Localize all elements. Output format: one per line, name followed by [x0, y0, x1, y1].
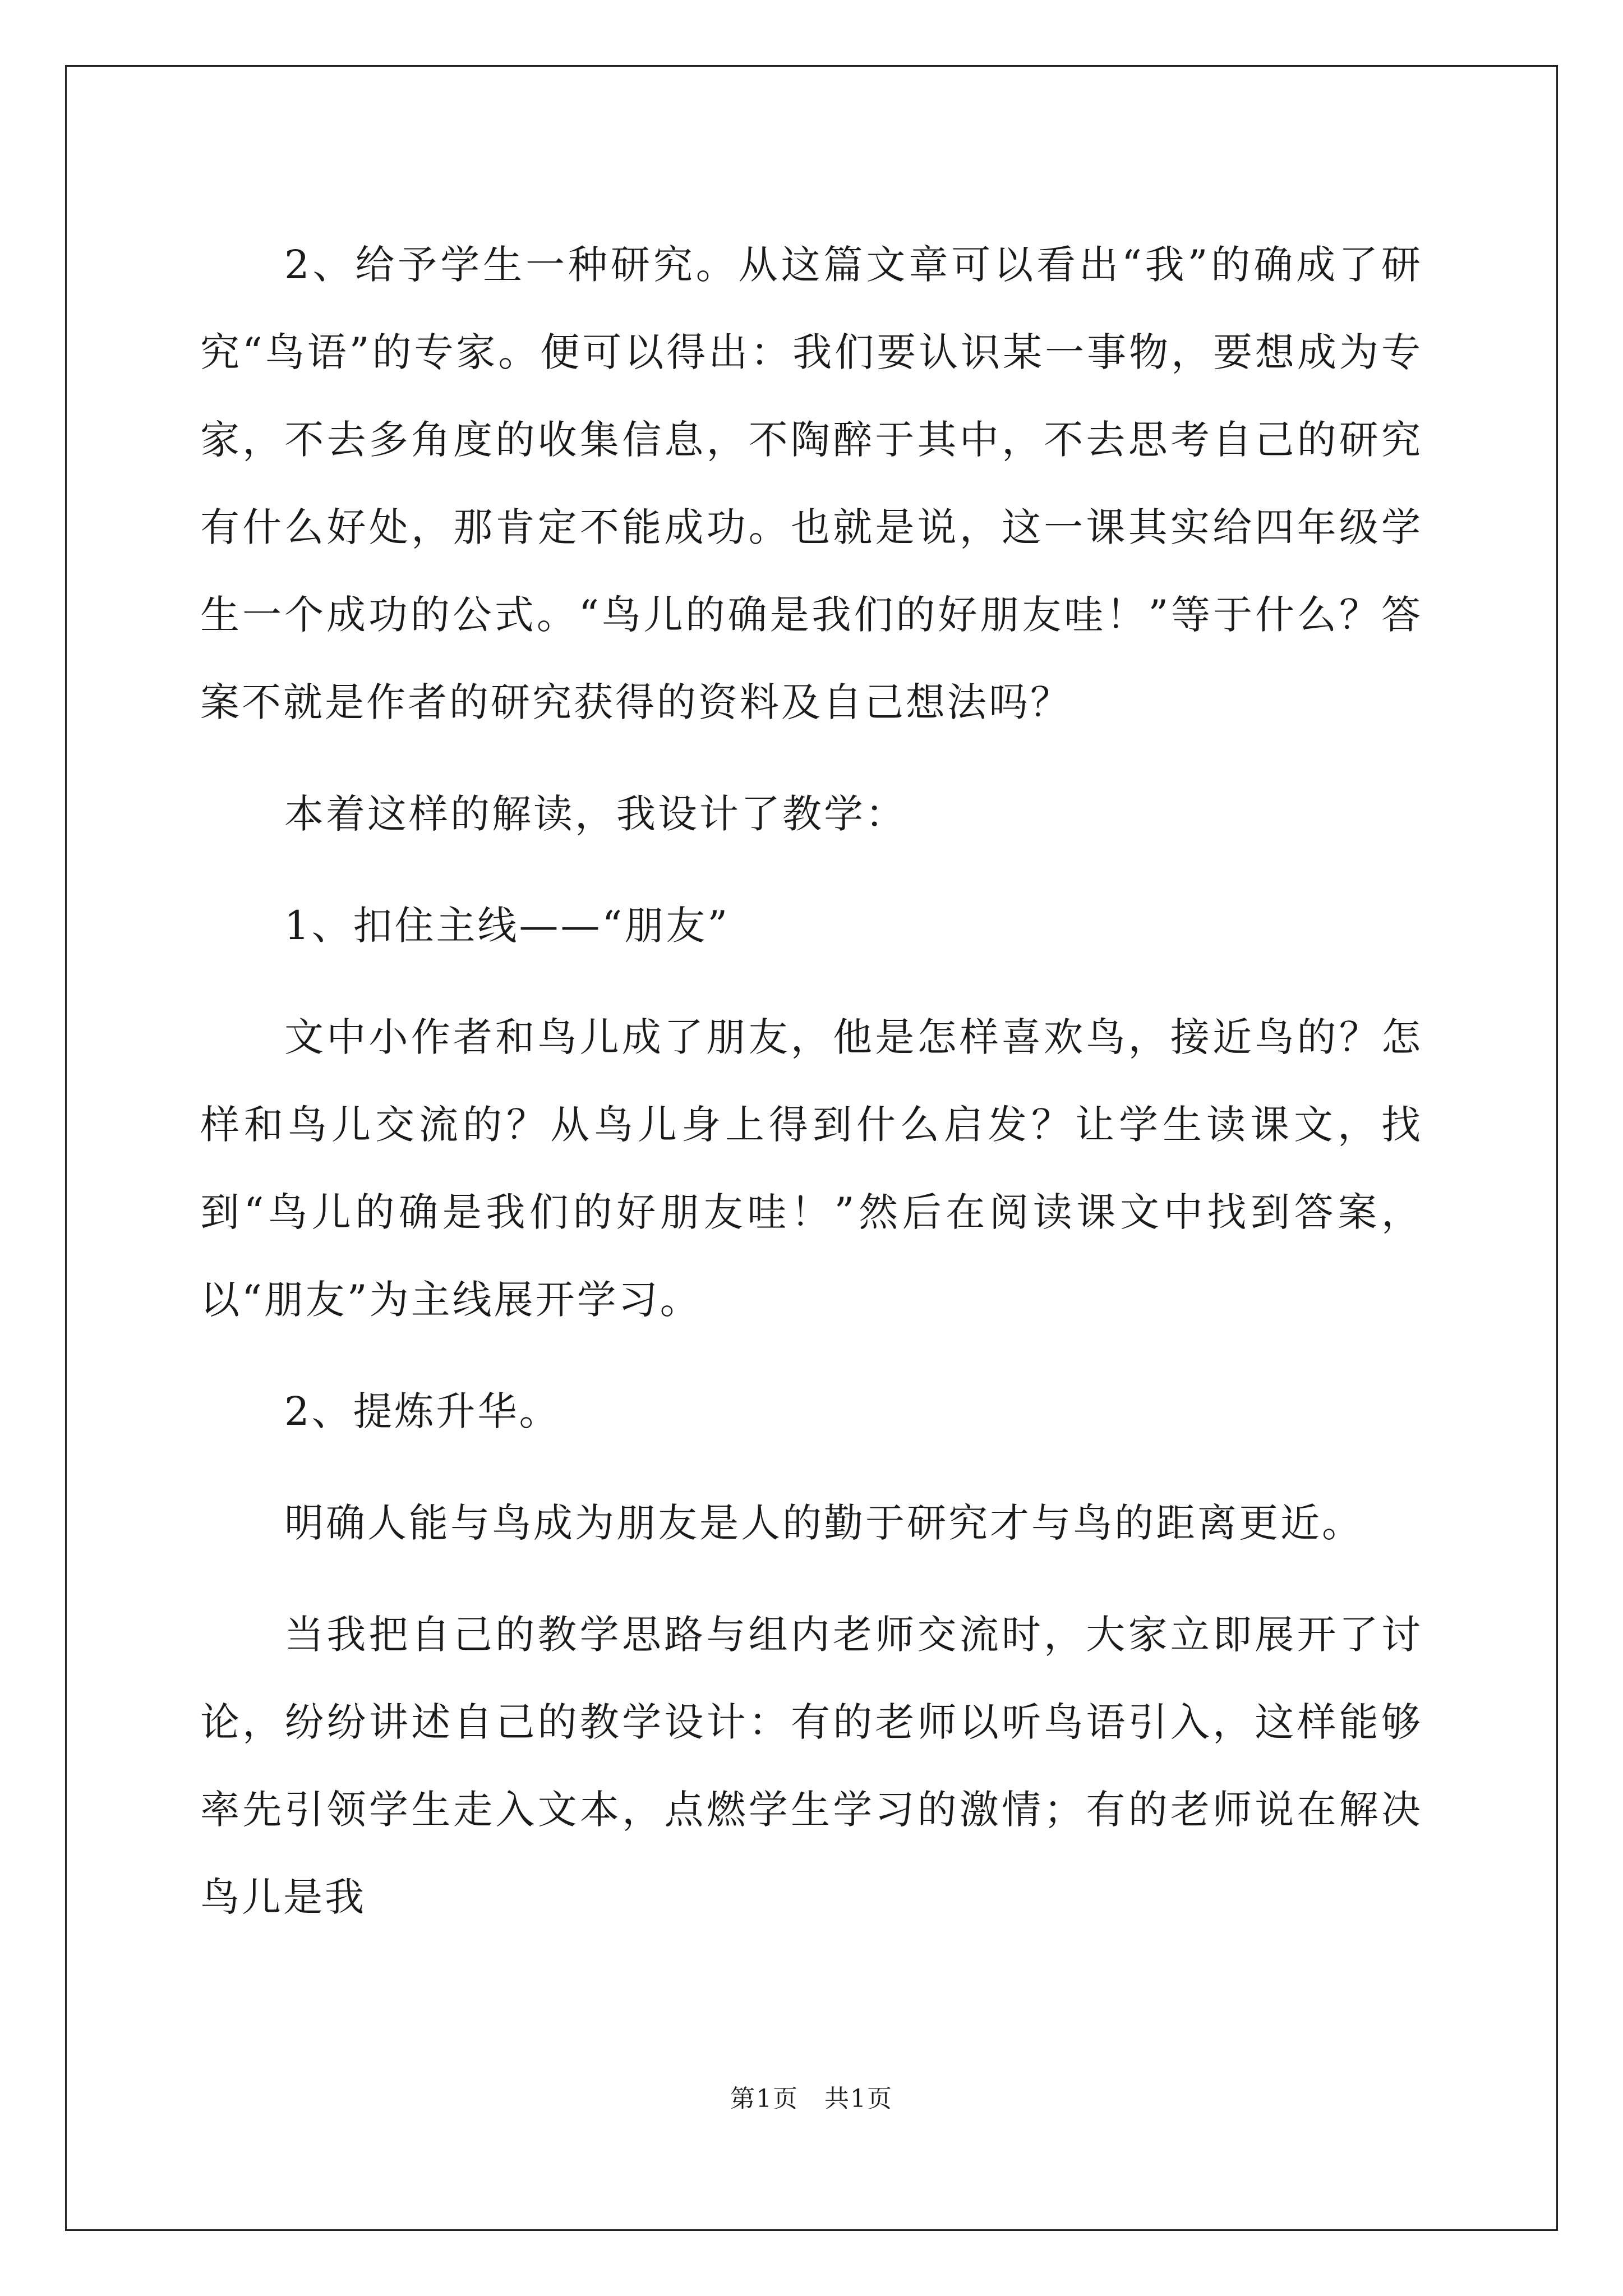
- paragraph: 2、给予学生一种研究。从这篇文章可以看出“我”的确成了研究“鸟语”的专家。便可以得出：我们要认识某一事物，要想成为专家，不去多角度的收集信息，不陶醉于其中，不去思考自己的研究有什么好处，那肯定不能成功。也就是说，这一课其实给四年级学生一个成功的公式。“鸟儿的确是我们的好朋友哇！”等于什么？答案不就是作者的研究获得的资料及自己想法吗？: [200, 242, 1423, 725]
- paragraph: 本着这样的解读，我设计了教学：: [284, 791, 907, 837]
- page-number-footer: 第1页 共1页: [730, 2085, 893, 2113]
- paragraph: 1、扣住主线——“朋友”: [284, 903, 730, 949]
- paragraph: 文中小作者和鸟儿成了朋友，他是怎样喜欢鸟，接近鸟的？怎样和鸟儿交流的？从鸟儿身上得到什么启发？让学生读课文，找到“鸟儿的确是我们的好朋友哇！”然后在阅读课文中找到答案，以“朋友”为主线展开学习。: [200, 1014, 1423, 1323]
- paragraph: 2、提炼升华。: [284, 1388, 561, 1434]
- document-body: [200, 221, 1423, 1941]
- paragraph: 当我把自己的教学思路与组内老师交流时，大家立即展开了讨论，纷纷讲述自己的教学设计：有的老师以听鸟语引入，这样能够率先引领学生走入文本，点燃学生学习的激情；有的老师说在解决鸟儿是我: [200, 1612, 1423, 1920]
- paragraph: 明确人能与鸟成为朋友是人的勤于研究才与鸟的距离更近。: [284, 1500, 1363, 1546]
